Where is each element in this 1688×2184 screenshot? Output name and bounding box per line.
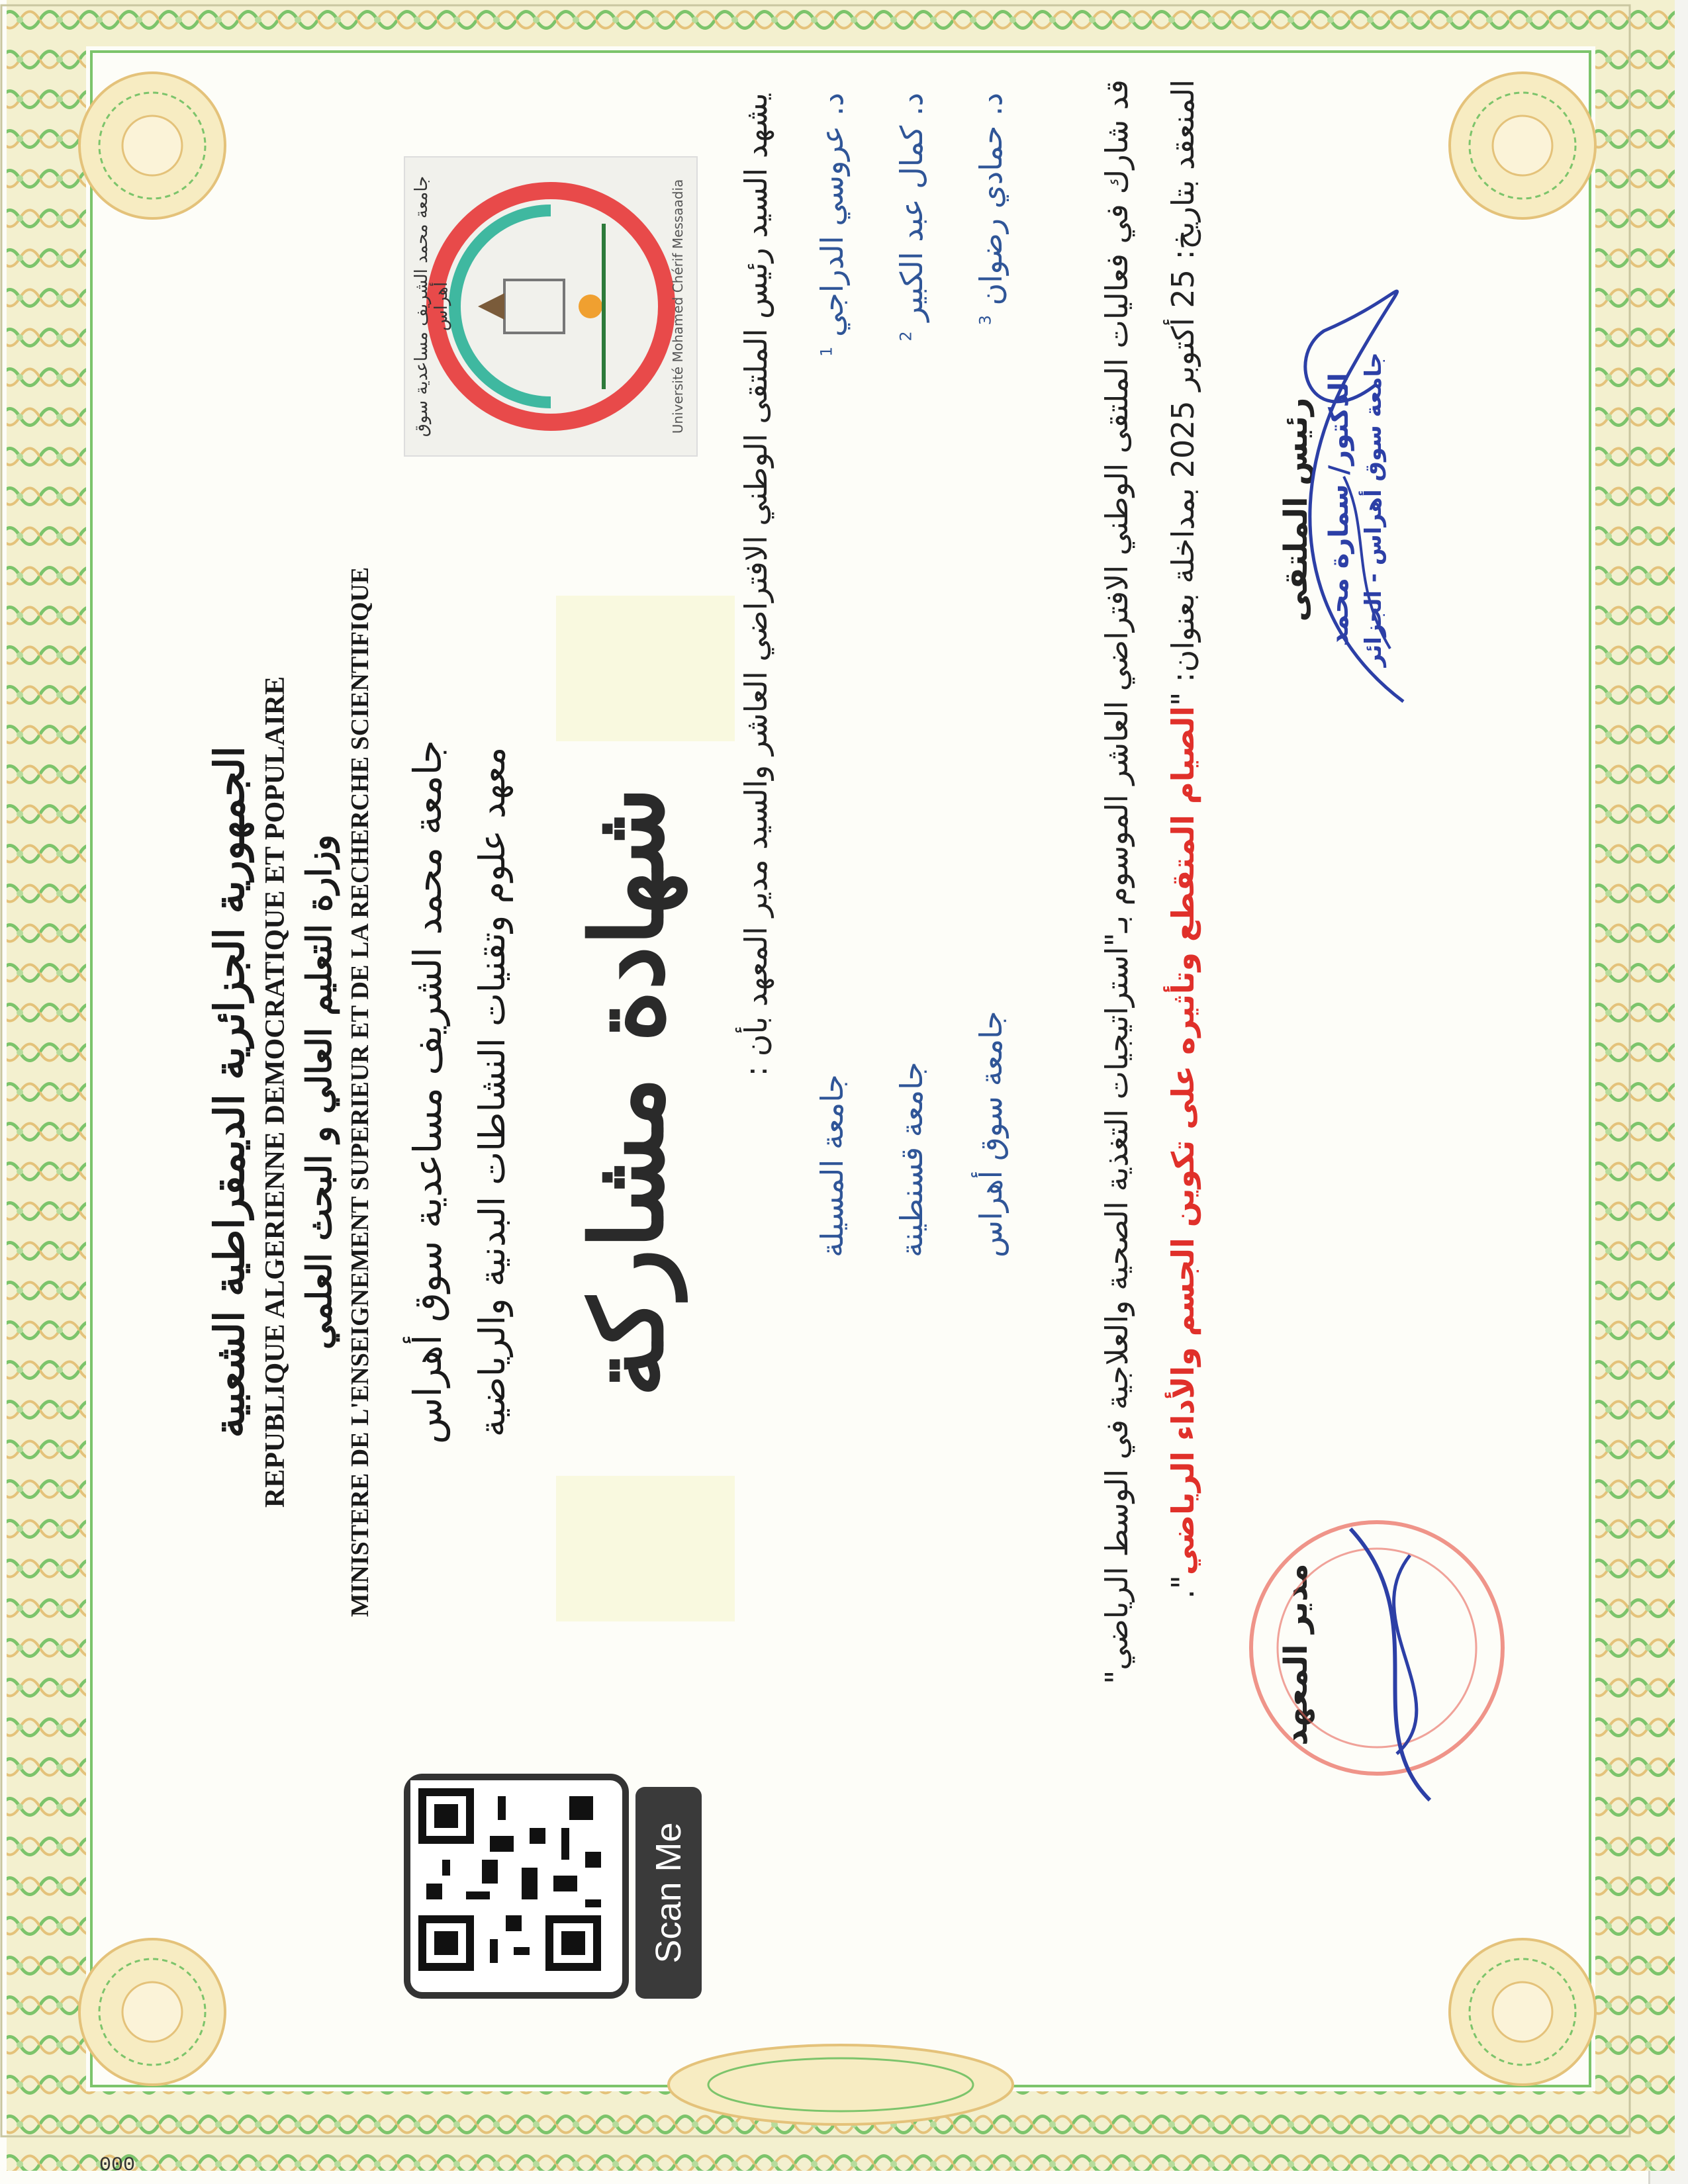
chair-label: رئيس الملتقى (1278, 397, 1315, 622)
participant-row (894, 93, 940, 1257)
talk-title: الصيام المتقطع وتأثيره على تكوين الجسم والأداء الرياضي (1165, 705, 1201, 1576)
participant-row (814, 93, 861, 1257)
ministry-title-ar: وزارة التعليم العالي و البحث العلمي (299, 834, 340, 1350)
date-talk-line: المنعقد بتاريخ: 25 أكتوبر 2025 بمداخلة بعنوان: "الصيام المتقطع وتأثيره على تكوين الجسم والأداء الرياضي". (1165, 79, 1201, 1599)
intro-line: يشهد السيد رئيس الملتقى الوطني الافتراضي العاشر والسيد مدير المعهد بأن : (738, 93, 774, 1077)
scan-me-label: Scan Me (635, 1787, 702, 1999)
participant-university: جامعة قسنطينة (894, 1062, 929, 1257)
participant-row (973, 93, 1019, 1257)
participant-university: جامعة سوق أهراس (973, 1011, 1009, 1257)
logo-text-fr: Université Mohamed Chérif Messaadia (670, 179, 686, 434)
participant-university: جامعة المسيلة (814, 1074, 850, 1257)
logo-text-ar: جامعة محمد الشريف مساعدية سوق أهراس (412, 175, 451, 437)
institute-title: معهد علوم وتقنيات النشاطات البدنية والرياضية (471, 747, 513, 1437)
chair-name: الدكتور/ سمارة محمد (1324, 373, 1354, 647)
qr-code[interactable] (404, 1774, 629, 1999)
university-logo (404, 156, 698, 457)
republic-title-fr: REPUBLIQUE ALGERIENNE DEMOCRATIQUE ET POPULAIRE (260, 676, 291, 1508)
certificate-title: شهادة مشاركة (569, 786, 686, 1398)
participation-line: قد شارك في فعاليات الملتقى الوطني الافتراضي العاشر الموسوم بـ"استراتيجيات التغذية الصحية والعلاجية في الوسط الرياضي" (1099, 79, 1135, 1684)
institute-stamp-icon (1238, 1436, 1516, 1899)
page-code: 000 (99, 2154, 136, 2177)
participant-name: د. كمال عبد الكبير $^2$ (894, 93, 929, 341)
university-title: جامعة محمد الشريف مساعدية سوق أهراس (405, 740, 450, 1444)
director-label: مدير المعهد (1278, 1563, 1315, 1746)
republic-title-ar: الجمهورية الجزائرية الديمقراطية الشعبية (205, 746, 254, 1438)
qr-code-icon (410, 1780, 609, 1979)
participant-name: د. عروسي الدراجي $^1$ (814, 93, 850, 357)
ministry-title-fr: MINISTERE DE L'ENSEIGNEMENT SUPERIEUR ET DE LA RECHERCHE SCIENTIFIQUE (346, 567, 374, 1617)
chair-affiliation: جامعة سوق أهراس - الجزائر (1360, 352, 1387, 667)
chair-signature-icon (1271, 265, 1443, 728)
participant-name: د. حمادي رضوان $^3$ (973, 93, 1009, 326)
